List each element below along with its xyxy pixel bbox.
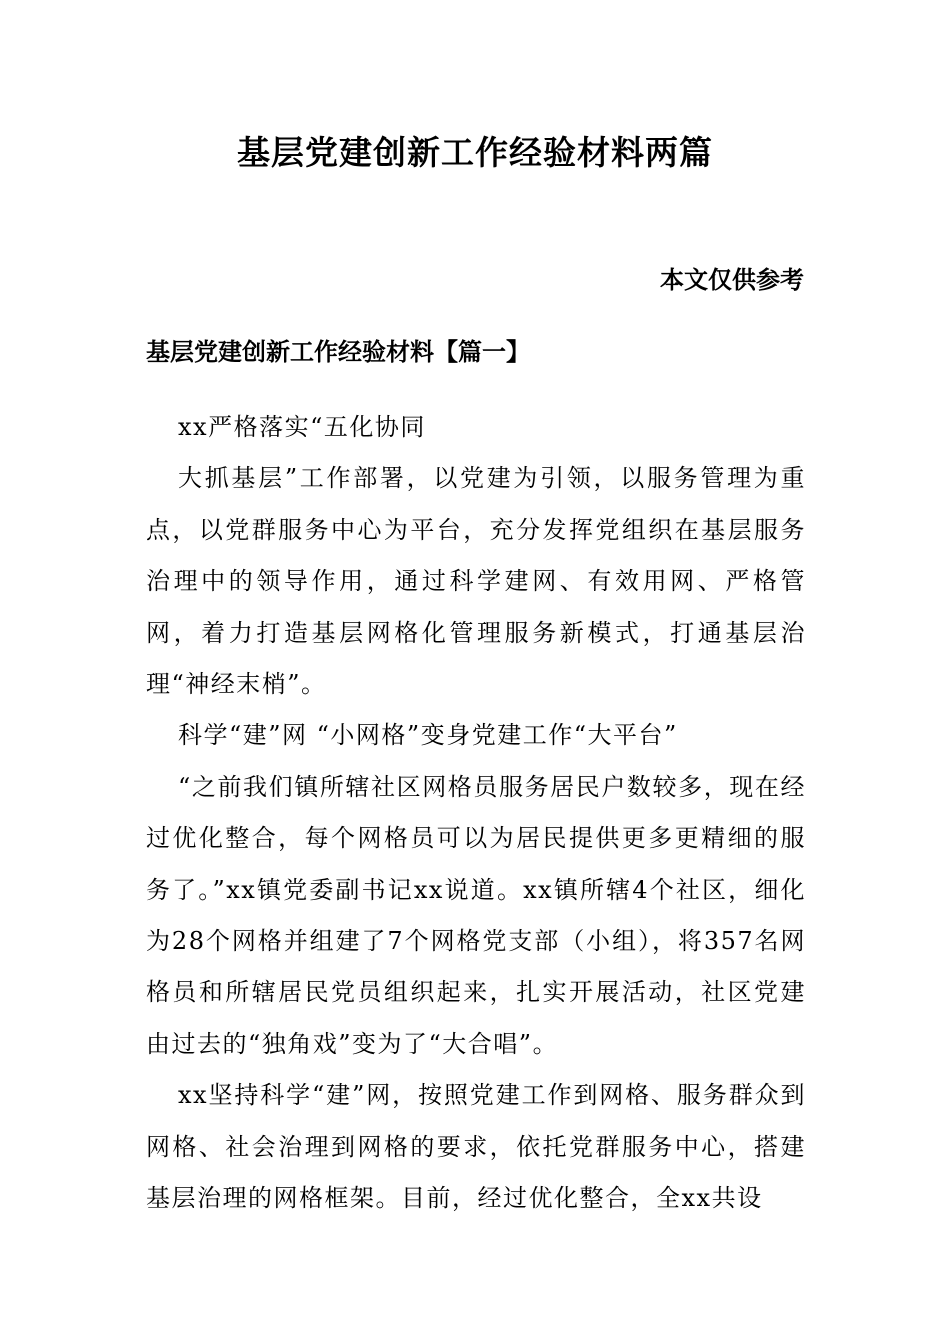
paragraph: “之前我们镇所辖社区网格员服务居民户数较多，现在经过优化整合，每个网格员可以为居民提供更多更精细的服务了。”xx镇党委副书记xx说道。xx镇所辖4个社区，细化为28个网格并组建了7个网格党支部（小组），将357名网格员和所辖居民党员组织起来，扎实开展活动，社区党建由过去的“独角戏”变为了“大合唱”。 bbox=[146, 772, 806, 1058]
body-text bbox=[146, 402, 806, 1225]
paragraph: 大抓基层”工作部署，以党建为引领，以服务管理为重点，以党群服务中心为平台，充分发挥党组织在基层服务治理中的领导作用，通过科学建网、有效用网、严格管网，着力打造基层网格化管理服务新模式，打通基层治理“神经末梢”。 bbox=[146, 464, 806, 699]
paragraph: 科学“建”网 “小网格”变身党建工作“大平台” bbox=[178, 721, 678, 750]
paragraph: xx严格落实“五化协同 bbox=[178, 413, 426, 441]
paragraph: xx坚持科学“建”网，按照党建工作到网格、服务群众到网格、社会治理到网格的要求，依托党群服务中心，搭建基层治理的网格框架。目前，经过优化整合，全xx共设 bbox=[146, 1081, 806, 1213]
document-title: 基层党建创新工作经验材料两篇 bbox=[237, 133, 713, 172]
reference-note: 本文仅供参考 bbox=[660, 265, 804, 294]
section-heading: 基层党建创新工作经验材料【篇一】 bbox=[146, 337, 530, 366]
